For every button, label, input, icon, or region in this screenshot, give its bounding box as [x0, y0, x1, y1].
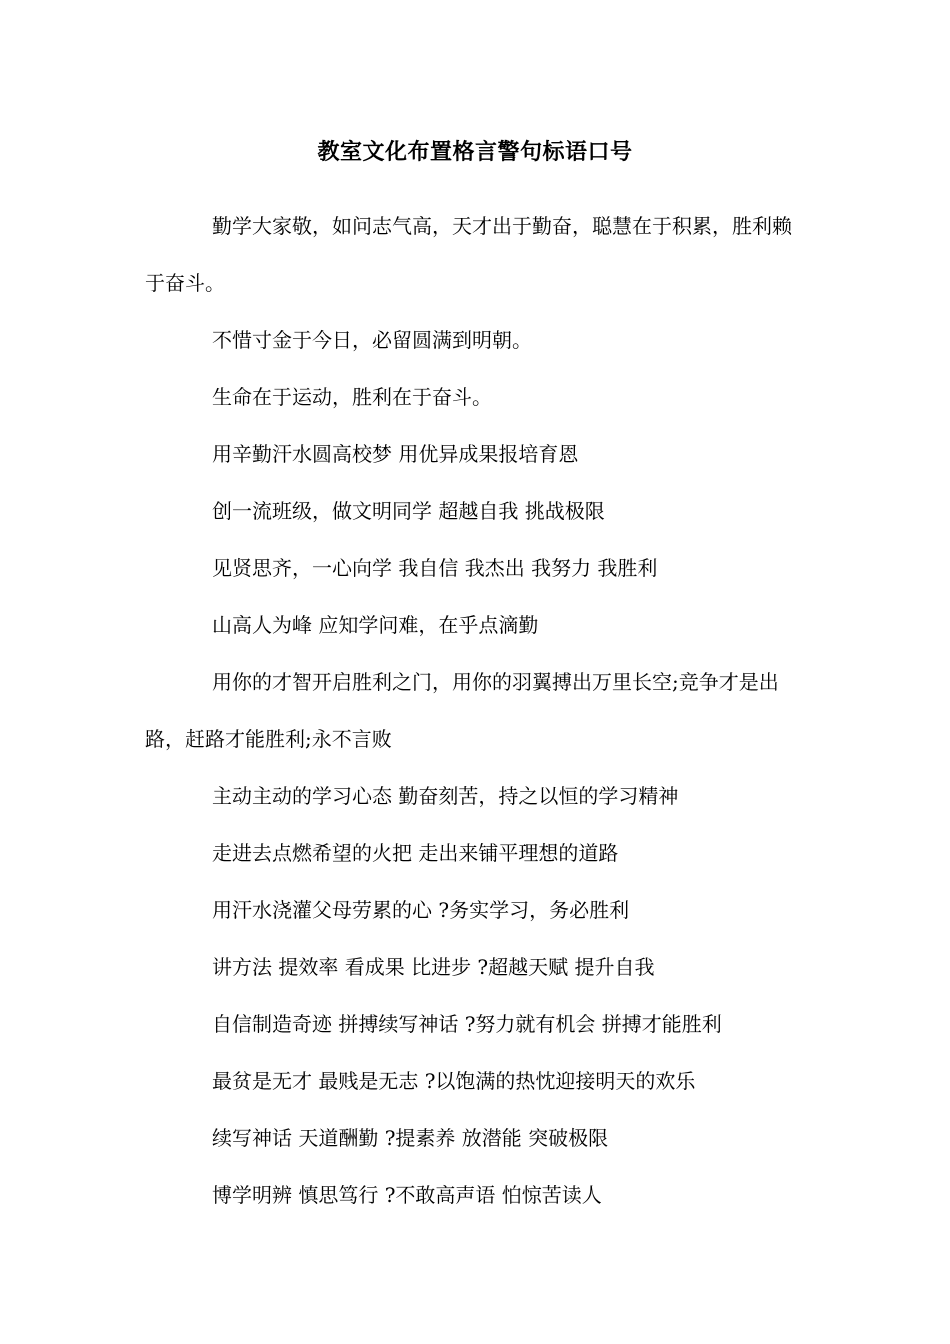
paragraph: 讲方法 提效率 看成果 比进步 ?超越天赋 提升自我: [212, 955, 655, 979]
paragraph: 续写神话 天道酬勤 ?提素养 放潜能 突破极限: [212, 1126, 609, 1150]
paragraph: 用辛勤汗水圆高校梦 用优异成果报培育恩: [212, 442, 579, 466]
paragraph: 生命在于运动，胜利在于奋斗。: [212, 385, 492, 409]
paragraph: 不惜寸金于今日，必留圆满到明朝。: [212, 328, 532, 352]
paragraph: 创一流班级，做文明同学 超越自我 挑战极限: [212, 499, 605, 523]
paragraph: 最贫是无才 最贱是无志 ?以饱满的热忱迎接明天的欢乐: [212, 1069, 696, 1093]
paragraph: 博学明辨 慎思笃行 ?不敢高声语 怕惊苦读人: [212, 1183, 602, 1207]
document-title: 教室文化布置格言警句标语口号: [317, 139, 633, 165]
paragraph: 自信制造奇迹 拼搏续写神话 ?努力就有机会 拼搏才能胜利: [212, 1012, 722, 1036]
paragraph: 走进去点燃希望的火把 走出来铺平理想的道路: [212, 841, 619, 865]
paragraph: 主动主动的学习心态 勤奋刻苦，持之以恒的学习精神: [212, 784, 679, 808]
paragraph: 用你的才智开启胜利之门，用你的羽翼搏出万里长空;竞争才是出路，赶路才能胜利;永不言败: [145, 670, 779, 751]
paragraph: 勤学大家敬，如问志气高，天才出于勤奋，聪慧在于积累，胜利赖于奋斗。: [145, 214, 792, 295]
paragraph: 见贤思齐，一心向学 我自信 我杰出 我努力 我胜利: [212, 556, 658, 580]
document-body: [145, 198, 810, 1224]
paragraph: 山高人为峰 应知学问难，在乎点滴勤: [212, 613, 539, 637]
paragraph: 用汗水浇灌父母劳累的心 ?务实学习，务必胜利: [212, 898, 630, 922]
